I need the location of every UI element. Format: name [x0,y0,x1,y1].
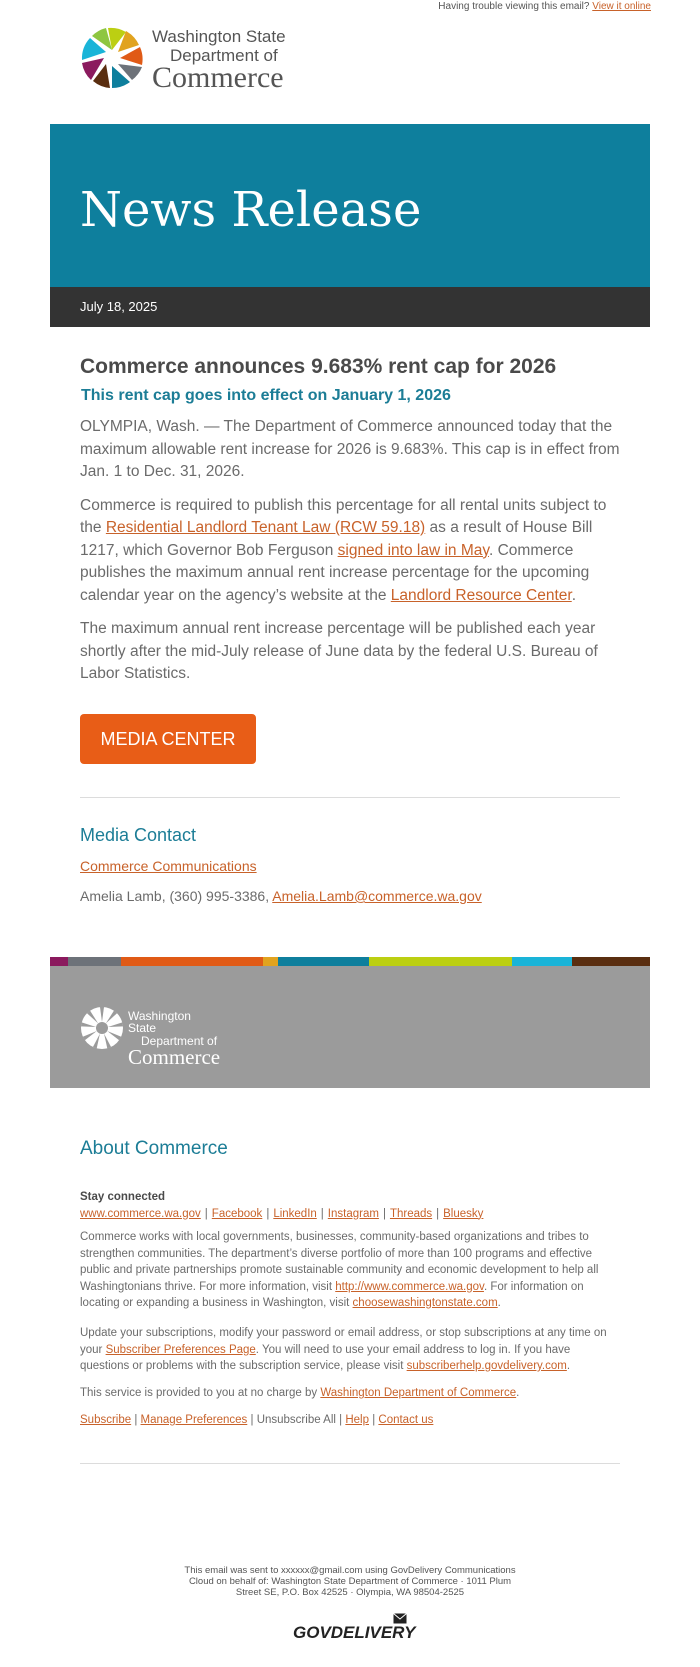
news-release-banner [50,124,650,287]
service-text-a: This service is provided to you at no charge by [80,1387,321,1399]
release-date: July 18, 2025 [80,299,158,314]
update-text-b: . You will need to use your email address to log in. If you have questions or problems with the subscription service, please visit [80,1343,571,1372]
paragraph-2 [80,495,620,608]
threads-link[interactable]: Threads [389,1207,433,1220]
commerce-star-logo-icon [80,26,144,90]
rcw-link[interactable]: Residential Landlord Tenant Law (RCW 59.18) [105,519,426,536]
stay-connected [80,1189,620,1222]
subscription-links: Subscribe | Manage Preferences | Unsubscribe All | Help | Contact us [80,1414,434,1426]
footer-logo-line-1: Washington State [128,1009,191,1035]
service-info [80,1385,620,1402]
commerce-communications-link[interactable]: Commerce Communications [80,858,257,874]
choose-washington-link[interactable]: choosewashingtonstate.com [352,1297,498,1309]
footer-wordmark [128,1010,220,1068]
media-center-button[interactable]: MEDIA CENTER [80,714,256,764]
commerce-star-white-icon [80,1006,124,1050]
stripe-segment [121,957,263,966]
footer-divider [80,1463,620,1464]
commerce-website-link[interactable]: http://www.commerce.wa.gov [335,1280,484,1293]
bluesky-link[interactable]: Bluesky [443,1207,484,1220]
desc-text-a: Commerce works with local governments, businesses, community-based organizations and tribes to strengthen communities. The department’s diverse portfolio of more than 100 programs and effective public and private partnerships promote sustainable community and economic development to help all Washingtonians thrive. For more information, visit [80,1231,599,1293]
footer-logo-line-3: Commerce [128,1045,221,1069]
separator: | [436,1207,440,1220]
stripe-segment [512,957,572,966]
help-link[interactable]: Help [345,1414,369,1426]
separator: | [204,1207,208,1220]
subscribe-link[interactable]: Subscribe [80,1414,132,1426]
website-link[interactable]: www.commerce.wa.gov [80,1207,201,1220]
stripe-segment [50,957,68,966]
desc-text-c: . [497,1297,501,1309]
contact-us-link[interactable]: Contact us [378,1414,434,1426]
separator: | [382,1207,386,1220]
view-online-link[interactable]: View it online [592,1,651,12]
banner-title: News Release [80,182,422,238]
p2-text-a: Commerce is required to publish this percentage for all rental units subject to the [80,496,607,536]
contact-email-link[interactable]: Amelia.Lamb@commerce.wa.gov [272,888,482,904]
update-text-c: . [566,1360,571,1372]
contact-name-phone: Amelia Lamb, (360) 995-3386, [80,888,273,904]
linkedin-link[interactable]: LinkedIn [273,1207,317,1220]
commerce-logo[interactable] [80,26,310,94]
subscriber-help-link[interactable]: subscriberhelp.govdelivery.com [406,1360,567,1372]
landlord-resource-link[interactable]: Landlord Resource Center [390,586,572,604]
manage-preferences-link[interactable]: Manage Preferences [140,1414,248,1426]
govdelivery-logo-text: GOVDELIVERY [293,1623,416,1642]
service-text-b: . [516,1387,520,1399]
divider [80,797,620,798]
desc-text-b: . For information on locating or expanding a business in Washington, visit [80,1280,584,1309]
paragraph-3: The maximum annual rent increase percentage will be published each year shortly after the mid-July release of June data by the federal U.S. Bureau of Labor Statistics. [80,620,598,682]
about-description [80,1229,620,1312]
article-headline: Commerce announces 9.683% rent cap for 2026 [80,355,557,378]
view-online-bar [438,1,651,12]
p2-text-d: . [571,586,577,604]
stripe-segment [369,957,512,966]
footer-logo-line-2: Department of [141,1034,218,1048]
paragraph-1: OLYMPIA, Wash. — The Department of Commerce announced today that the maximum allowable rent increase for 2026 is 9.683%. This cap is in effect from Jan. 1 to Dec. 31, 2026. [80,418,620,480]
separator: | [266,1207,270,1220]
stripe-segment [278,957,369,966]
footer-logo-band [50,966,650,1088]
about-title: About Commerce [80,1138,228,1159]
logo-line-1: Washington State [152,27,286,46]
wa-commerce-link[interactable]: Washington Department of Commerce [320,1387,517,1399]
color-stripe [50,957,650,966]
date-bar [50,287,650,327]
stripe-segment [572,957,650,966]
signed-into-law-link[interactable]: signed into law in May [337,541,489,559]
p2-text-b: as a result of House Bill 1217, which Governor Bob Ferguson [80,519,593,559]
media-contact-title: Media Contact [80,825,197,845]
unsubscribe-all-text: Unsubscribe All [256,1414,336,1426]
stripe-segment [68,957,121,966]
update-text-a: Update your subscriptions, modify your password or email address, or stop subscriptions at any time on your [80,1327,607,1356]
subscription-info [80,1325,620,1375]
facebook-link[interactable]: Facebook [211,1207,263,1220]
media-contact-line [80,888,482,904]
govdelivery-footer-text: This email was sent to xxxxxx@gmail.com using GovDelivery Communications Cloud on behalf of: Washington State Department of Commerce · 1011 Plum Street SE, P.O. Box 42525 · Olympia, WA 98504-2525 [184,1565,516,1598]
separator: | [320,1207,324,1220]
trouble-text: Having trouble viewing this email? [438,1,590,12]
article-subhead: This rent cap goes into effect on January 1, 2026 [81,387,451,404]
logo-line-3: Commerce [152,61,284,94]
p2-text-c: . Commerce publishes the maximum annual rent increase percentage for the upcoming calendar year on the agency’s website at the [80,541,590,604]
envelope-icon [393,1613,407,1624]
logo-wordmark [152,28,286,93]
govdelivery-logo[interactable] [293,1623,416,1643]
stripe-segment [263,957,278,966]
subscriber-preferences-link[interactable]: Subscriber Preferences Page [105,1343,256,1356]
instagram-link[interactable]: Instagram [327,1207,379,1220]
stay-connected-label: Stay connected [80,1191,165,1203]
article-body [80,353,620,697]
logo-line-2: Department of [170,46,278,65]
